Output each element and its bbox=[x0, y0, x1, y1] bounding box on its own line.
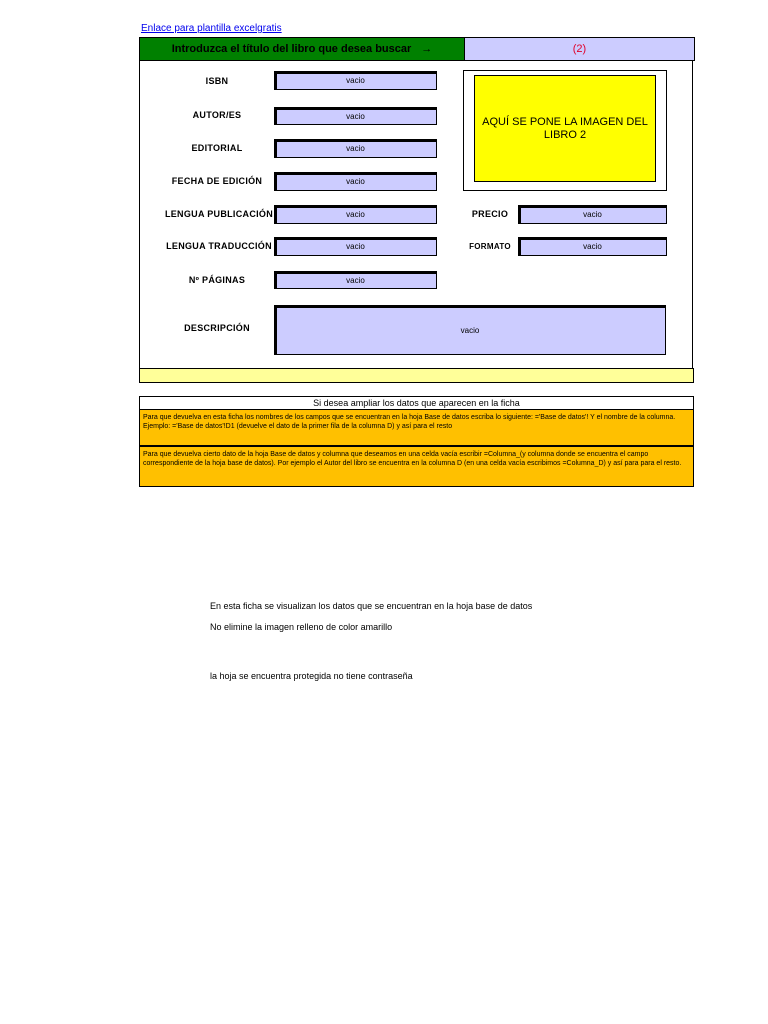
book-index-cell[interactable]: (2) bbox=[464, 37, 695, 61]
info-paragraph-1: Para que devuelva en esta ficha los nombres de los campos que se encuentran en la hoja Base de datos escriba lo siguiente: ='Base de datos'! Y el nombre de la columna. Ejemplo: ='Base de datos'!D1 (devuelve el dato de la primer fila de la columna D) y así para el resto bbox=[139, 409, 694, 446]
author-label: AUTOR/ES bbox=[192, 110, 242, 120]
publisher-field[interactable]: vacio bbox=[274, 139, 437, 158]
description-label: DESCRIPCIÓN bbox=[184, 323, 250, 333]
pages-label: Nº PÁGINAS bbox=[188, 275, 246, 285]
publisher-label: EDITORIAL bbox=[191, 143, 243, 153]
isbn-field[interactable]: vacio bbox=[274, 71, 437, 90]
edition-date-label: FECHA DE EDICIÓN bbox=[171, 176, 263, 186]
info-title: Si desea ampliar los datos que aparecen en la ficha bbox=[139, 396, 694, 410]
yellow-strip bbox=[139, 368, 694, 383]
translation-language-field[interactable]: vacio bbox=[274, 237, 437, 256]
right-arrow-icon: → bbox=[421, 43, 433, 55]
price-label: PRECIO bbox=[471, 209, 509, 219]
note-line-3: la hoja se encuentra protegida no tiene contraseña bbox=[210, 671, 413, 681]
isbn-label: ISBN bbox=[205, 76, 229, 86]
publication-language-label: LENGUA PUBLICACIÓN bbox=[164, 209, 274, 219]
title-search-header[interactable] bbox=[139, 37, 465, 61]
price-field[interactable]: vacio bbox=[518, 205, 667, 224]
format-label: FORMATO bbox=[469, 241, 511, 251]
publication-language-field[interactable]: vacio bbox=[274, 205, 437, 224]
pages-field[interactable]: vacio bbox=[274, 271, 437, 289]
translation-language-label: LENGUA TRADUCCIÓN bbox=[166, 241, 272, 251]
description-field[interactable]: vacio bbox=[274, 305, 666, 355]
info-paragraph-2: Para que devuelva cierto dato de la hoja Base de datos y columna que deseamos en una celda vacía escribir =Columna_(y columna donde se encuentra el campo correspondiente de la hoja base de datos). Por ejemplo el Autor del libro se encuentra en la columna D (en una celda vacía escribimos =Columna_D) y así para para el resto. bbox=[139, 446, 694, 487]
format-field[interactable]: vacio bbox=[518, 237, 667, 256]
author-field[interactable]: vacio bbox=[274, 107, 437, 125]
edition-date-field[interactable]: vacio bbox=[274, 172, 437, 191]
title-prompt: Introduzca el título del libro que desea buscar bbox=[171, 43, 412, 55]
note-line-2: No elimine la imagen relleno de color amarillo bbox=[210, 622, 393, 632]
book-image-placeholder[interactable]: AQUÍ SE PONE LA IMAGEN DEL LIBRO 2 bbox=[474, 75, 656, 182]
note-line-1: En esta ficha se visualizan los datos que se encuentran en la hoja base de datos bbox=[210, 601, 533, 611]
excelgratis-link[interactable]: Enlace para plantilla excelgratis bbox=[141, 23, 282, 34]
